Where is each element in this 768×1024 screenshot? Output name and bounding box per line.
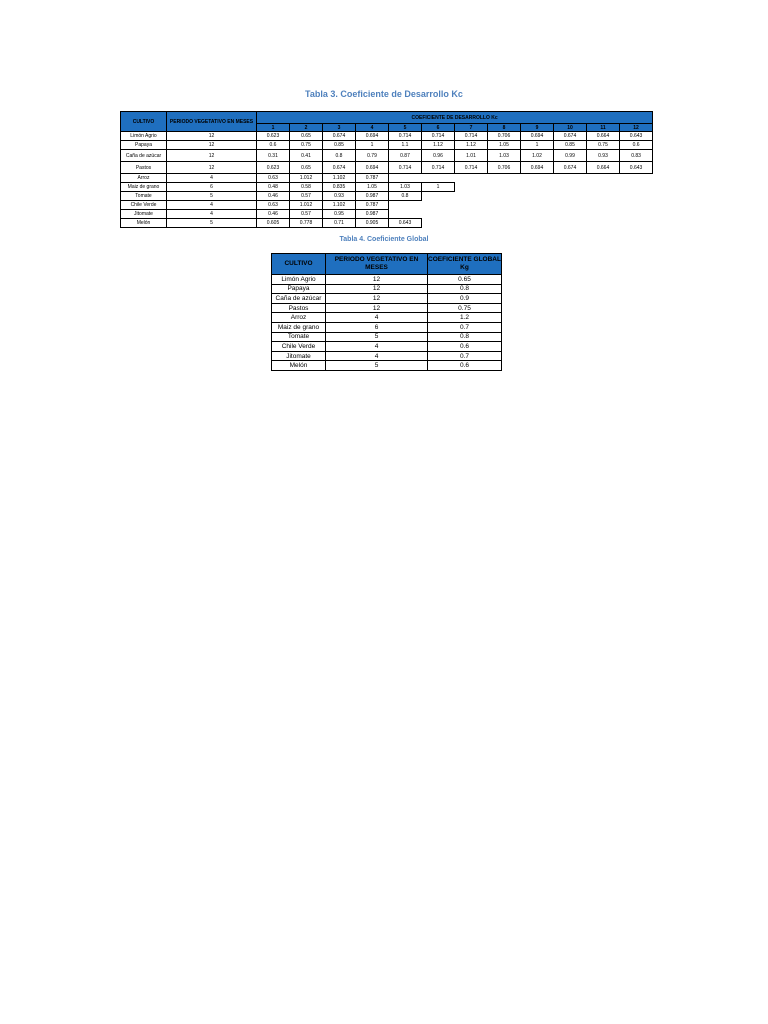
kc-value: 1.102 xyxy=(323,201,356,210)
kc-value: 0.987 xyxy=(356,210,389,219)
kc-value: 0.643 xyxy=(620,162,653,174)
kc-value: 1 xyxy=(422,183,455,192)
empty-cell xyxy=(587,174,620,183)
kc-value: 0.57 xyxy=(290,192,323,201)
kc-value: 0.99 xyxy=(554,150,587,162)
empty-cell xyxy=(521,219,554,228)
month-header: 9 xyxy=(521,124,554,132)
table4-title: Tabla 4. Coeficiente Global xyxy=(339,236,429,243)
crop-name: Limón Agrio xyxy=(272,275,326,285)
kc-value: 0.93 xyxy=(323,192,356,201)
kc-value: 0.83 xyxy=(620,150,653,162)
crop-name: Tomate xyxy=(272,332,326,342)
kc-value: 1.05 xyxy=(356,183,389,192)
kc-value: 0.623 xyxy=(257,162,290,174)
empty-cell xyxy=(422,174,455,183)
kc-value: 0.714 xyxy=(455,162,488,174)
empty-cell xyxy=(620,183,653,192)
empty-cell xyxy=(455,210,488,219)
crop-name: Arroz xyxy=(272,313,326,323)
kc-value: 0.664 xyxy=(587,162,620,174)
kc-value: 0.6 xyxy=(257,141,290,150)
global-coefficient: 0.6 xyxy=(428,342,502,352)
kc-value: 0.674 xyxy=(554,162,587,174)
kc-value: 0.8 xyxy=(389,192,422,201)
crop-name: Tomate xyxy=(121,192,167,201)
kc-value: 0.63 xyxy=(257,201,290,210)
vegetative-period: 12 xyxy=(167,132,257,141)
empty-cell xyxy=(521,201,554,210)
vegetative-period: 4 xyxy=(167,201,257,210)
table-row xyxy=(121,201,653,210)
kc-value: 1 xyxy=(521,141,554,150)
month-header: 12 xyxy=(620,124,653,132)
empty-cell xyxy=(620,174,653,183)
kc-value: 0.714 xyxy=(389,132,422,141)
empty-cell xyxy=(488,183,521,192)
table-row xyxy=(272,275,502,285)
table-row xyxy=(121,183,653,192)
kc-value: 0.96 xyxy=(422,150,455,162)
kc-value: 0.694 xyxy=(521,132,554,141)
crop-name: Maiz de grano xyxy=(272,322,326,332)
empty-cell xyxy=(389,210,422,219)
kc-value: 1 xyxy=(356,141,389,150)
vegetative-period: 5 xyxy=(167,219,257,228)
vegetative-period: 5 xyxy=(326,332,428,342)
table-row xyxy=(272,361,502,371)
header-cultivo: CULTIVO xyxy=(272,254,326,275)
kc-value: 0.674 xyxy=(323,132,356,141)
global-coefficient: 0.65 xyxy=(428,275,502,285)
kc-value: 0.694 xyxy=(356,132,389,141)
month-header: 11 xyxy=(587,124,620,132)
vegetative-period: 12 xyxy=(326,294,428,304)
empty-cell xyxy=(455,174,488,183)
kc-value: 0.41 xyxy=(290,150,323,162)
empty-cell xyxy=(554,183,587,192)
table-row xyxy=(121,150,653,162)
table-row xyxy=(272,284,502,294)
kc-value: 0.48 xyxy=(257,183,290,192)
kc-value: 0.31 xyxy=(257,150,290,162)
global-coefficient: 0.7 xyxy=(428,351,502,361)
kc-value: 1.02 xyxy=(521,150,554,162)
kc-value: 0.714 xyxy=(422,132,455,141)
vegetative-period: 4 xyxy=(167,174,257,183)
empty-cell xyxy=(587,219,620,228)
kc-value: 0.79 xyxy=(356,150,389,162)
kc-value: 0.65 xyxy=(290,162,323,174)
empty-cell xyxy=(554,219,587,228)
kc-value: 0.987 xyxy=(356,192,389,201)
crop-name: Chile Verde xyxy=(272,342,326,352)
table-row xyxy=(272,351,502,361)
crop-name: Jitomate xyxy=(121,210,167,219)
empty-cell xyxy=(620,201,653,210)
empty-cell xyxy=(620,192,653,201)
empty-cell xyxy=(521,174,554,183)
kc-value: 0.605 xyxy=(257,219,290,228)
kc-value: 0.623 xyxy=(257,132,290,141)
global-coefficient: 0.6 xyxy=(428,361,502,371)
table-row xyxy=(272,322,502,332)
table-row xyxy=(121,174,653,183)
crop-name: Jitomate xyxy=(272,351,326,361)
month-header: 2 xyxy=(290,124,323,132)
kc-value: 0.63 xyxy=(257,174,290,183)
empty-cell xyxy=(488,210,521,219)
kc-value: 0.714 xyxy=(389,162,422,174)
vegetative-period: 4 xyxy=(326,351,428,361)
empty-cell xyxy=(422,219,455,228)
vegetative-period: 4 xyxy=(167,210,257,219)
kc-value: 1.012 xyxy=(290,174,323,183)
table-row xyxy=(272,313,502,323)
header-coeficiente: COEFICIENTE DE DESARROLLO Kc xyxy=(257,112,653,124)
vegetative-period: 12 xyxy=(167,141,257,150)
month-header: 4 xyxy=(356,124,389,132)
global-coefficient: 0.7 xyxy=(428,322,502,332)
table-row xyxy=(121,192,653,201)
table-row xyxy=(121,219,653,228)
kc-value: 0.46 xyxy=(257,210,290,219)
table-row xyxy=(272,294,502,304)
empty-cell xyxy=(422,192,455,201)
table3-title: Tabla 3. Coeficiente de Desarrollo Kc xyxy=(305,89,463,99)
kc-value: 0.65 xyxy=(290,132,323,141)
kc-value: 1.03 xyxy=(488,150,521,162)
kc-value: 0.674 xyxy=(323,162,356,174)
empty-cell xyxy=(488,201,521,210)
empty-cell xyxy=(389,174,422,183)
crop-name: Arroz xyxy=(121,174,167,183)
kc-value: 0.46 xyxy=(257,192,290,201)
vegetative-period: 12 xyxy=(326,275,428,285)
month-header: 7 xyxy=(455,124,488,132)
kc-value: 0.643 xyxy=(620,132,653,141)
vegetative-period: 12 xyxy=(326,303,428,313)
table-row xyxy=(272,342,502,352)
crop-name: Papaya xyxy=(272,284,326,294)
crop-name: Pastos xyxy=(121,162,167,174)
kc-value: 0.714 xyxy=(455,132,488,141)
kc-value: 1.01 xyxy=(455,150,488,162)
kc-value: 1.03 xyxy=(389,183,422,192)
empty-cell xyxy=(554,201,587,210)
empty-cell xyxy=(620,210,653,219)
crop-name: Melón xyxy=(121,219,167,228)
kc-value: 1.012 xyxy=(290,201,323,210)
kc-value: 0.8 xyxy=(323,150,356,162)
kc-value: 0.714 xyxy=(422,162,455,174)
vegetative-period: 12 xyxy=(167,150,257,162)
table-row xyxy=(272,303,502,313)
month-header: 6 xyxy=(422,124,455,132)
month-header: 1 xyxy=(257,124,290,132)
global-coefficient: 0.8 xyxy=(428,284,502,294)
crop-name: Melón xyxy=(272,361,326,371)
kc-value: 0.57 xyxy=(290,210,323,219)
empty-cell xyxy=(587,192,620,201)
kc-value: 1.12 xyxy=(422,141,455,150)
vegetative-period: 5 xyxy=(167,192,257,201)
global-coefficient: 0.75 xyxy=(428,303,502,313)
empty-cell xyxy=(422,201,455,210)
empty-cell xyxy=(455,201,488,210)
kc-value: 1.102 xyxy=(323,174,356,183)
kc-value: 0.694 xyxy=(356,162,389,174)
empty-cell xyxy=(455,183,488,192)
vegetative-period: 5 xyxy=(326,361,428,371)
month-header: 5 xyxy=(389,124,422,132)
empty-cell xyxy=(521,192,554,201)
kc-value: 0.87 xyxy=(389,150,422,162)
kc-value: 0.664 xyxy=(587,132,620,141)
global-coefficient: 1.2 xyxy=(428,313,502,323)
vegetative-period: 4 xyxy=(326,313,428,323)
table-row xyxy=(121,210,653,219)
kc-value: 0.58 xyxy=(290,183,323,192)
empty-cell xyxy=(488,174,521,183)
global-coefficient: 0.9 xyxy=(428,294,502,304)
empty-cell xyxy=(587,201,620,210)
kc-value: 0.85 xyxy=(554,141,587,150)
crop-name: Limón Agrio xyxy=(121,132,167,141)
empty-cell xyxy=(554,210,587,219)
vegetative-period: 12 xyxy=(167,162,257,174)
kc-value: 0.905 xyxy=(356,219,389,228)
vegetative-period: 12 xyxy=(326,284,428,294)
empty-cell xyxy=(389,201,422,210)
kc-value: 0.778 xyxy=(290,219,323,228)
kc-value: 0.787 xyxy=(356,174,389,183)
header-coeficiente-global: COEFICIENTE GLOBAL Kg xyxy=(428,254,502,275)
crop-name: Pastos xyxy=(272,303,326,313)
kc-value: 0.85 xyxy=(323,141,356,150)
table-row xyxy=(121,141,653,150)
kc-value: 0.75 xyxy=(587,141,620,150)
kc-value: 1.12 xyxy=(455,141,488,150)
empty-cell xyxy=(455,219,488,228)
header-periodo: PERIODO VEGETATIVO EN MESES xyxy=(326,254,428,275)
vegetative-period: 6 xyxy=(167,183,257,192)
empty-cell xyxy=(587,183,620,192)
kc-value: 0.706 xyxy=(488,162,521,174)
crop-name: Maiz de grano xyxy=(121,183,167,192)
month-header: 10 xyxy=(554,124,587,132)
global-coefficient: 0.8 xyxy=(428,332,502,342)
table-row xyxy=(121,162,653,174)
kc-value: 0.694 xyxy=(521,162,554,174)
empty-cell xyxy=(521,210,554,219)
header-cultivo: CULTIVO xyxy=(121,112,167,132)
month-header: 8 xyxy=(488,124,521,132)
empty-cell xyxy=(620,219,653,228)
empty-cell xyxy=(422,210,455,219)
kc-value: 1.1 xyxy=(389,141,422,150)
empty-cell xyxy=(554,174,587,183)
global-coefficient-table xyxy=(271,253,502,371)
crop-name: Papaya xyxy=(121,141,167,150)
kc-value: 1.05 xyxy=(488,141,521,150)
empty-cell xyxy=(521,183,554,192)
vegetative-period: 6 xyxy=(326,322,428,332)
crop-name: Caña de azúcar xyxy=(121,150,167,162)
kc-value: 0.643 xyxy=(389,219,422,228)
kc-value: 0.93 xyxy=(587,150,620,162)
kc-value: 0.71 xyxy=(323,219,356,228)
kc-value: 0.75 xyxy=(290,141,323,150)
table-row xyxy=(272,332,502,342)
vegetative-period: 4 xyxy=(326,342,428,352)
kc-value: 0.835 xyxy=(323,183,356,192)
empty-cell xyxy=(455,192,488,201)
kc-value: 0.6 xyxy=(620,141,653,150)
kc-value: 0.787 xyxy=(356,201,389,210)
table-row xyxy=(121,132,653,141)
empty-cell xyxy=(554,192,587,201)
month-header: 3 xyxy=(323,124,356,132)
kc-value: 0.95 xyxy=(323,210,356,219)
kc-value: 0.706 xyxy=(488,132,521,141)
kc-development-table xyxy=(120,111,653,228)
empty-cell xyxy=(587,210,620,219)
empty-cell xyxy=(488,192,521,201)
crop-name: Caña de azúcar xyxy=(272,294,326,304)
header-periodo: PERIODO VEGETATIVO EN MESES xyxy=(167,112,257,132)
kc-value: 0.674 xyxy=(554,132,587,141)
crop-name: Chile Verde xyxy=(121,201,167,210)
empty-cell xyxy=(488,219,521,228)
